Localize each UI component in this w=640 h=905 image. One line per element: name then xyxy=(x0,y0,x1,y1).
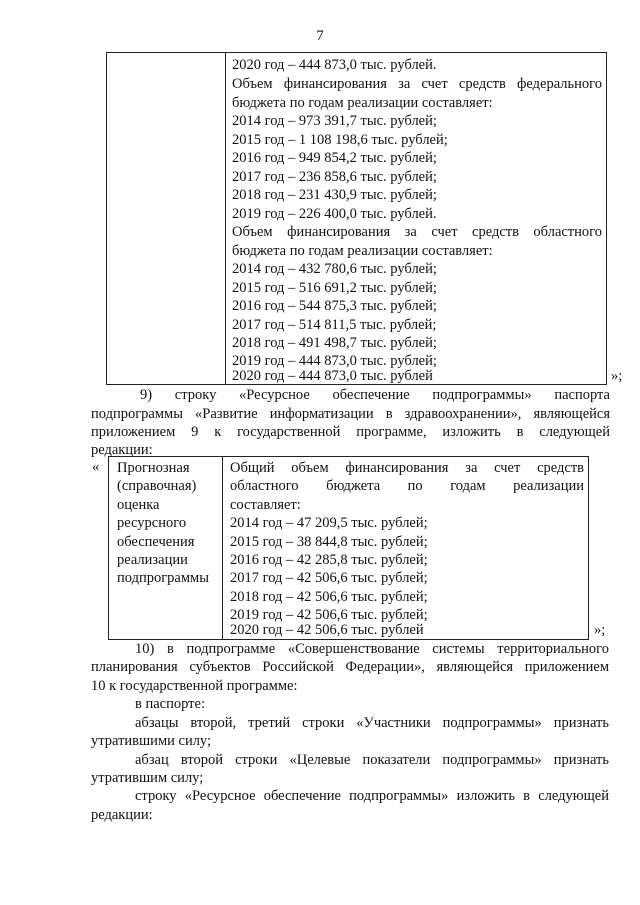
table2-right-line: 2020 год – 42 506,6 тыс. рублей xyxy=(230,622,424,638)
table1-line: 2014 год – 432 780,6 тыс. рублей; xyxy=(232,261,437,277)
table2-right-line: Общий объем финансирования за счет средств xyxy=(230,460,584,476)
table2-left-line: оценка xyxy=(117,497,160,513)
table2-right-line: 2016 год – 42 285,8 тыс. рублей; xyxy=(230,552,428,568)
table-divider xyxy=(222,457,223,639)
para10-line: планирования субъектов Российской Федерации», являющейся приложением xyxy=(91,659,609,675)
table2-left-line: ресурсного xyxy=(117,515,187,531)
table1-line: бюджета по годам реализации составляет: xyxy=(232,95,493,111)
table1-line: Объем финансирования за счет средств областного xyxy=(232,224,602,240)
table1-line: 2017 год – 236 858,6 тыс. рублей; xyxy=(232,169,437,185)
table1-line: 2020 год – 444 873,0 тыс. рублей xyxy=(232,368,433,384)
closing-quote-mark: »; xyxy=(611,368,623,384)
table1-line: Объем финансирования за счет средств федерального xyxy=(232,76,602,92)
table2-left-line: Прогнозная xyxy=(117,460,190,476)
table2-right-line: 2019 год – 42 506,6 тыс. рублей; xyxy=(230,607,428,623)
table-divider xyxy=(225,53,226,384)
para9-line: приложением 9 к государственной программе, изложить в следующей xyxy=(91,424,610,440)
para10-line: в паспорте: xyxy=(135,696,205,712)
table2-left-line: (справочная) xyxy=(117,478,197,494)
table1-line: 2016 год – 949 854,2 тыс. рублей; xyxy=(232,150,437,166)
table2-left-line: реализации xyxy=(117,552,188,568)
table2-right-line: 2014 год – 47 209,5 тыс. рублей; xyxy=(230,515,428,531)
para10-line: 10 к государственной программе: xyxy=(91,678,298,694)
table2-left-line: подпрограммы xyxy=(117,570,209,586)
para9-line: редакции: xyxy=(91,442,153,458)
table1-line: 2016 год – 544 875,3 тыс. рублей; xyxy=(232,298,437,314)
table2-right-line: 2018 год – 42 506,6 тыс. рублей; xyxy=(230,589,428,605)
table2-right-line: составляет: xyxy=(230,497,301,513)
table2-right-line: 2017 год – 42 506,6 тыс. рублей; xyxy=(230,570,428,586)
para10-line: абзацы второй, третий строки «Участники подпрограммы» признать xyxy=(135,715,609,731)
para10-line: утратившим силу; xyxy=(91,770,204,786)
table2-right-line: 2015 год – 38 844,8 тыс. рублей; xyxy=(230,534,428,550)
opening-quote-mark: « xyxy=(92,459,100,475)
table1-line: 2020 год – 444 873,0 тыс. рублей. xyxy=(232,57,437,73)
para9-line: 9) строку «Ресурсное обеспечение подпрограммы» паспорта xyxy=(140,387,610,403)
table1-line: 2018 год – 491 498,7 тыс. рублей; xyxy=(232,335,437,351)
table1-line: 2015 год – 1 108 198,6 тыс. рублей; xyxy=(232,132,448,148)
table1-line: 2018 год – 231 430,9 тыс. рублей; xyxy=(232,187,437,203)
table1-line: 2017 год – 514 811,5 тыс. рублей; xyxy=(232,317,437,333)
para10-line: утратившими силу; xyxy=(91,733,212,749)
table1-line: 2015 год – 516 691,2 тыс. рублей; xyxy=(232,280,437,296)
para9-line: подпрограммы «Развитие информатизации в здравоохранении», являющейся xyxy=(91,406,610,422)
para10-line: строку «Ресурсное обеспечение подпрограммы» изложить в следующей xyxy=(135,788,609,804)
closing-quote-mark: »; xyxy=(594,622,606,638)
para10-line: абзац второй строки «Целевые показатели подпрограммы» признать xyxy=(135,752,609,768)
table2-right-line: областного бюджета по годам реализации xyxy=(230,478,584,494)
table1-line: 2019 год – 226 400,0 тыс. рублей. xyxy=(232,206,437,222)
para10-line: 10) в подпрограмме «Совершенствование системы территориального xyxy=(135,641,609,657)
para10-line: редакции: xyxy=(91,807,153,823)
table1-line: бюджета по годам реализации составляет: xyxy=(232,243,493,259)
table1-line: 2014 год – 973 391,7 тыс. рублей; xyxy=(232,113,437,129)
table2-left-line: обеспечения xyxy=(117,534,195,550)
table1-line: 2019 год – 444 873,0 тыс. рублей; xyxy=(232,353,437,369)
page-number: 7 xyxy=(316,28,324,44)
